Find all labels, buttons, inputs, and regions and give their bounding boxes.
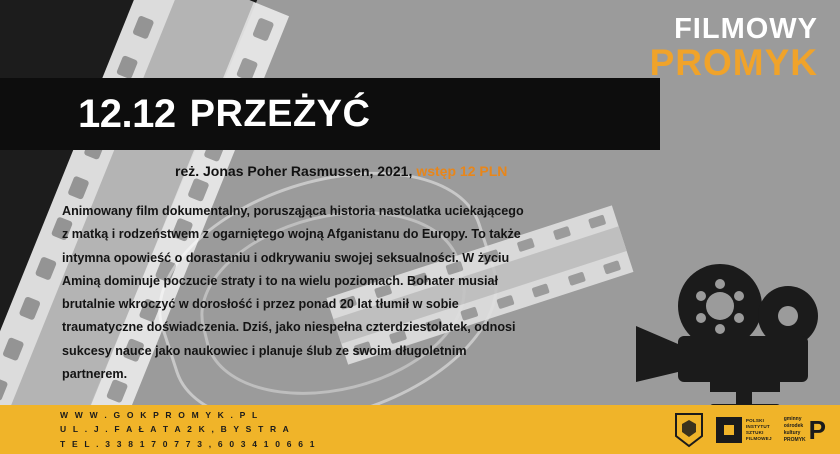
pisf-line-4: FILMOWEJ	[745, 436, 772, 442]
brand-line-1: FILMOWY	[674, 13, 818, 45]
footer-contact-block	[60, 408, 317, 450]
gok-line-3: kultury	[783, 430, 801, 436]
ticket-price: wstęp 12 PLN	[416, 163, 508, 179]
gok-logo-text	[784, 416, 806, 444]
footer-website[interactable]: W W W . G O K P R O M Y K . P L	[60, 410, 260, 421]
screening-date: 12.12	[78, 91, 176, 136]
footer-logos	[674, 411, 826, 449]
pisf-line-1: POLSKI	[745, 417, 765, 423]
gok-p-mark-icon: P	[808, 415, 826, 445]
crest-logo	[674, 412, 704, 448]
pisf-logo	[716, 412, 772, 448]
pisf-line-2: INSTYTUT	[745, 423, 770, 429]
pisf-line-3: SZTUKI	[745, 430, 764, 435]
gok-logo	[784, 412, 826, 448]
movie-title: PRZEŻYĆ	[189, 92, 371, 135]
crest-icon	[674, 412, 704, 448]
pisf-logo-text	[746, 418, 772, 443]
gok-line-4: PROMYK	[783, 437, 806, 443]
title-bar	[0, 78, 660, 150]
footer-bar	[0, 405, 840, 454]
credits-text: reż. Jonas Poher Rasmussen, 2021,	[175, 163, 413, 179]
pisf-mark-icon	[716, 417, 742, 443]
brand-line-2: PROMYK	[649, 42, 818, 84]
footer-phone: T E L . 3 3 8 1 7 0 7 7 3 , 6 0 3 4 1 0 6 6 1	[60, 438, 317, 449]
gok-line-1: gminny	[783, 416, 802, 422]
film-projector-icon	[560, 254, 820, 414]
gok-line-2: ośrodek	[783, 423, 804, 429]
festival-brand	[650, 14, 818, 83]
movie-description: Animowany film dokumentalny, porusząjąca historia nastolatka uciekającego z matką i rodzeństwem z ogarniętego wojną Afganistanu do Europy. To także intymna opowieść o dorastaniu i odkrywaniu swojej seksualności. W życiu Aminą dominuje poczucie straty i to na wielu poziomach. Bohater musiał brutalnie wkroczyć w dorosłość i przez ponad 20 lat tłumił w sobie traumatyczne doświadczenia. Dziś, jako niespełna czterdziestolatek, odnosi sukcesy nauce jako naukowiec i planuje ślub ze swoim długoletnim partnerem.	[62, 204, 524, 382]
footer-address: U L . J . F A Ł A T A 2 K , B Y S T R A	[60, 424, 291, 435]
credits-line	[175, 163, 507, 179]
